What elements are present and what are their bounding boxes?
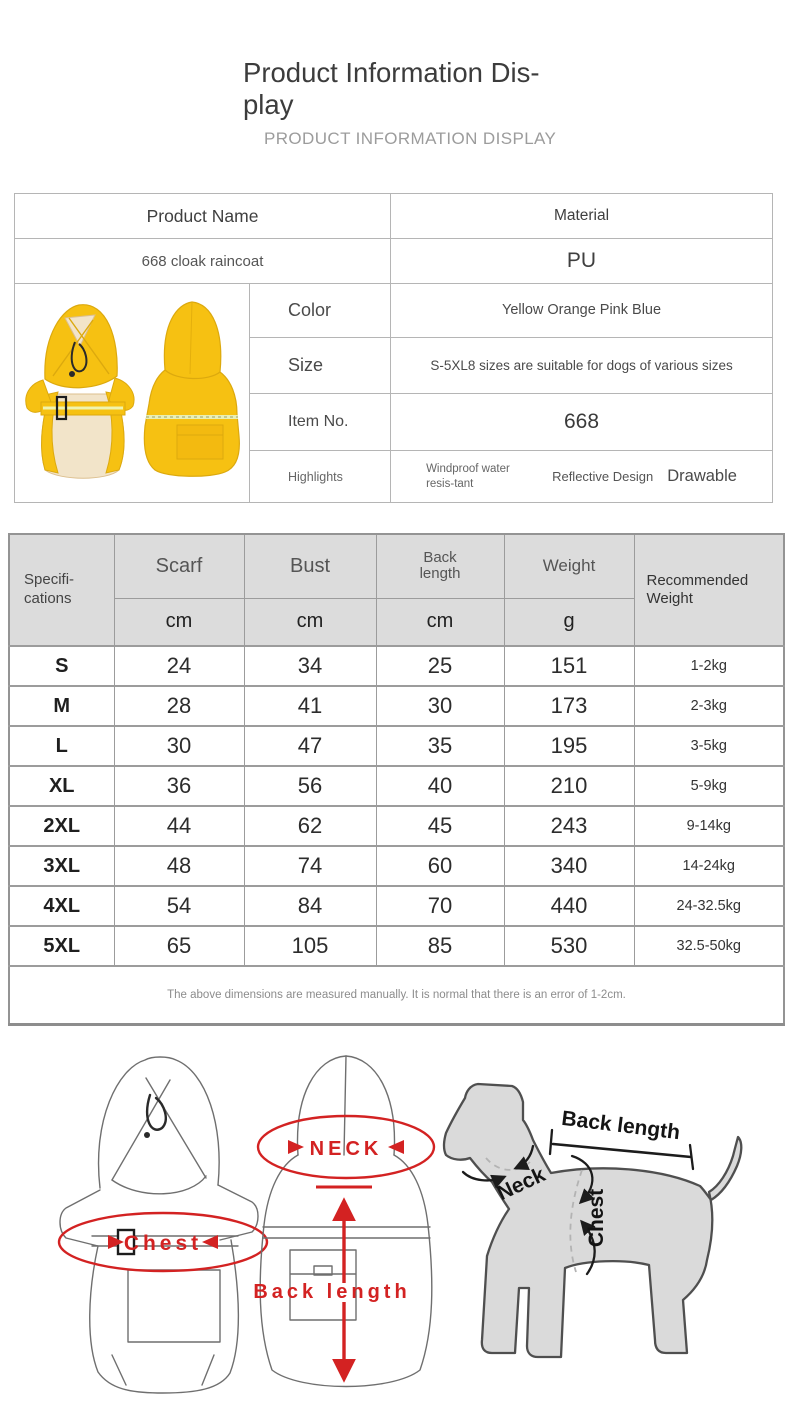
recommended-weight-cell: 5-9kg	[634, 766, 784, 806]
back-length-label: Back length	[253, 1281, 411, 1303]
product-name-header: Product Name	[15, 194, 391, 239]
measurement-note: The above dimensions are measured manually. It is normal that there is an error of 1-2cm.	[9, 966, 784, 1024]
recommended-weight-cell: 9-14kg	[634, 806, 784, 846]
size-chart-row	[9, 806, 784, 846]
size-cell: L	[9, 726, 114, 766]
back-length-cell: 40	[376, 766, 504, 806]
highlight-windproof: Windproof water resis-tant	[426, 463, 510, 490]
raincoat-photo-graphic	[15, 284, 250, 497]
size-cell: 3XL	[9, 846, 114, 886]
scarf-cell: 44	[114, 806, 244, 846]
highlights-label: Highlights	[250, 451, 391, 503]
back-length-cell: 45	[376, 806, 504, 846]
highlights-value	[391, 451, 773, 503]
dog-chest-label: Chest	[585, 1188, 608, 1248]
page-title-line1: Product Information Dis-	[243, 57, 540, 88]
col-header-back-length: Back length	[376, 534, 504, 598]
scarf-cell: 54	[114, 886, 244, 926]
weight-cell: 340	[504, 846, 634, 886]
scarf-cell: 24	[114, 646, 244, 686]
col-header-bust: Bust	[244, 534, 376, 598]
bust-cell: 34	[244, 646, 376, 686]
col-header-recommended: Recommended Weight	[634, 534, 784, 646]
size-chart-row	[9, 846, 784, 886]
unit-bust: cm	[244, 598, 376, 646]
weight-cell: 173	[504, 686, 634, 726]
item-no-label: Item No.	[250, 394, 391, 451]
page-title-line2: play	[243, 88, 294, 120]
weight-cell: 195	[504, 726, 634, 766]
col-header-scarf: Scarf	[114, 534, 244, 598]
color-value: Yellow Orange Pink Blue	[391, 284, 773, 338]
unit-scarf: cm	[114, 598, 244, 646]
bust-cell: 56	[244, 766, 376, 806]
size-chart-row	[9, 766, 784, 806]
product-name-value: 668 cloak raincoat	[15, 239, 391, 284]
back-length-cell: 60	[376, 846, 504, 886]
scarf-cell: 30	[114, 726, 244, 766]
recommended-weight-cell: 1-2kg	[634, 646, 784, 686]
coat-front-sketch	[59, 1057, 267, 1393]
weight-cell: 440	[504, 886, 634, 926]
bust-cell: 105	[244, 926, 376, 966]
recommended-weight-cell: 32.5-50kg	[634, 926, 784, 966]
item-no-value: 668	[391, 394, 773, 451]
bust-cell: 84	[244, 886, 376, 926]
size-label: Size	[250, 337, 391, 393]
size-cell: 2XL	[9, 806, 114, 846]
size-value: S-5XL8 sizes are suitable for dogs of various sizes	[391, 337, 773, 393]
dog-diagram	[444, 1084, 741, 1357]
coat-back-sketch	[253, 1056, 434, 1387]
back-length-cell: 70	[376, 886, 504, 926]
size-chart-tbody	[9, 646, 784, 966]
bust-cell: 47	[244, 726, 376, 766]
bust-cell: 41	[244, 686, 376, 726]
weight-cell: 151	[504, 646, 634, 686]
back-length-cell: 85	[376, 926, 504, 966]
back-length-cell: 25	[376, 646, 504, 686]
bust-cell: 62	[244, 806, 376, 846]
measuring-diagram	[0, 1040, 790, 1427]
size-chart-row	[9, 886, 784, 926]
col-header-weight: Weight	[504, 534, 634, 598]
page-title	[243, 57, 563, 121]
size-cell: S	[9, 646, 114, 686]
unit-back-length: cm	[376, 598, 504, 646]
scarf-cell: 65	[114, 926, 244, 966]
dog-neck-label: Neck	[493, 1163, 549, 1206]
size-chart-row	[9, 726, 784, 766]
weight-cell: 243	[504, 806, 634, 846]
recommended-weight-cell: 14-24kg	[634, 846, 784, 886]
highlight-reflective: Reflective Design	[552, 469, 654, 485]
back-length-cell: 35	[376, 726, 504, 766]
highlight-drawable: Drawable	[667, 467, 737, 486]
size-chart-corner: Specifi- cations	[9, 534, 114, 646]
scarf-cell: 36	[114, 766, 244, 806]
product-info-table	[14, 193, 773, 503]
back-length-cell: 30	[376, 686, 504, 726]
material-value: PU	[391, 239, 773, 284]
size-chart-row	[9, 646, 784, 686]
page-subtitle: PRODUCT INFORMATION DISPLAY	[264, 129, 557, 148]
unit-weight: g	[504, 598, 634, 646]
color-label: Color	[250, 284, 391, 338]
recommended-weight-cell: 24-32.5kg	[634, 886, 784, 926]
size-cell: M	[9, 686, 114, 726]
dog-back-length-label: Back length	[560, 1106, 682, 1145]
size-chart-row	[9, 686, 784, 726]
weight-cell: 210	[504, 766, 634, 806]
scarf-cell: 28	[114, 686, 244, 726]
product-photo	[15, 284, 250, 503]
scarf-cell: 48	[114, 846, 244, 886]
back-neck-label: NECK	[309, 1138, 383, 1160]
size-chart-table	[8, 533, 785, 1026]
size-cell: 5XL	[9, 926, 114, 966]
front-chest-label: Chest	[123, 1232, 203, 1255]
recommended-weight-cell: 2-3kg	[634, 686, 784, 726]
material-header: Material	[391, 194, 773, 239]
size-cell: XL	[9, 766, 114, 806]
recommended-weight-cell: 3-5kg	[634, 726, 784, 766]
weight-cell: 530	[504, 926, 634, 966]
size-cell: 4XL	[9, 886, 114, 926]
size-chart-row	[9, 926, 784, 966]
bust-cell: 74	[244, 846, 376, 886]
